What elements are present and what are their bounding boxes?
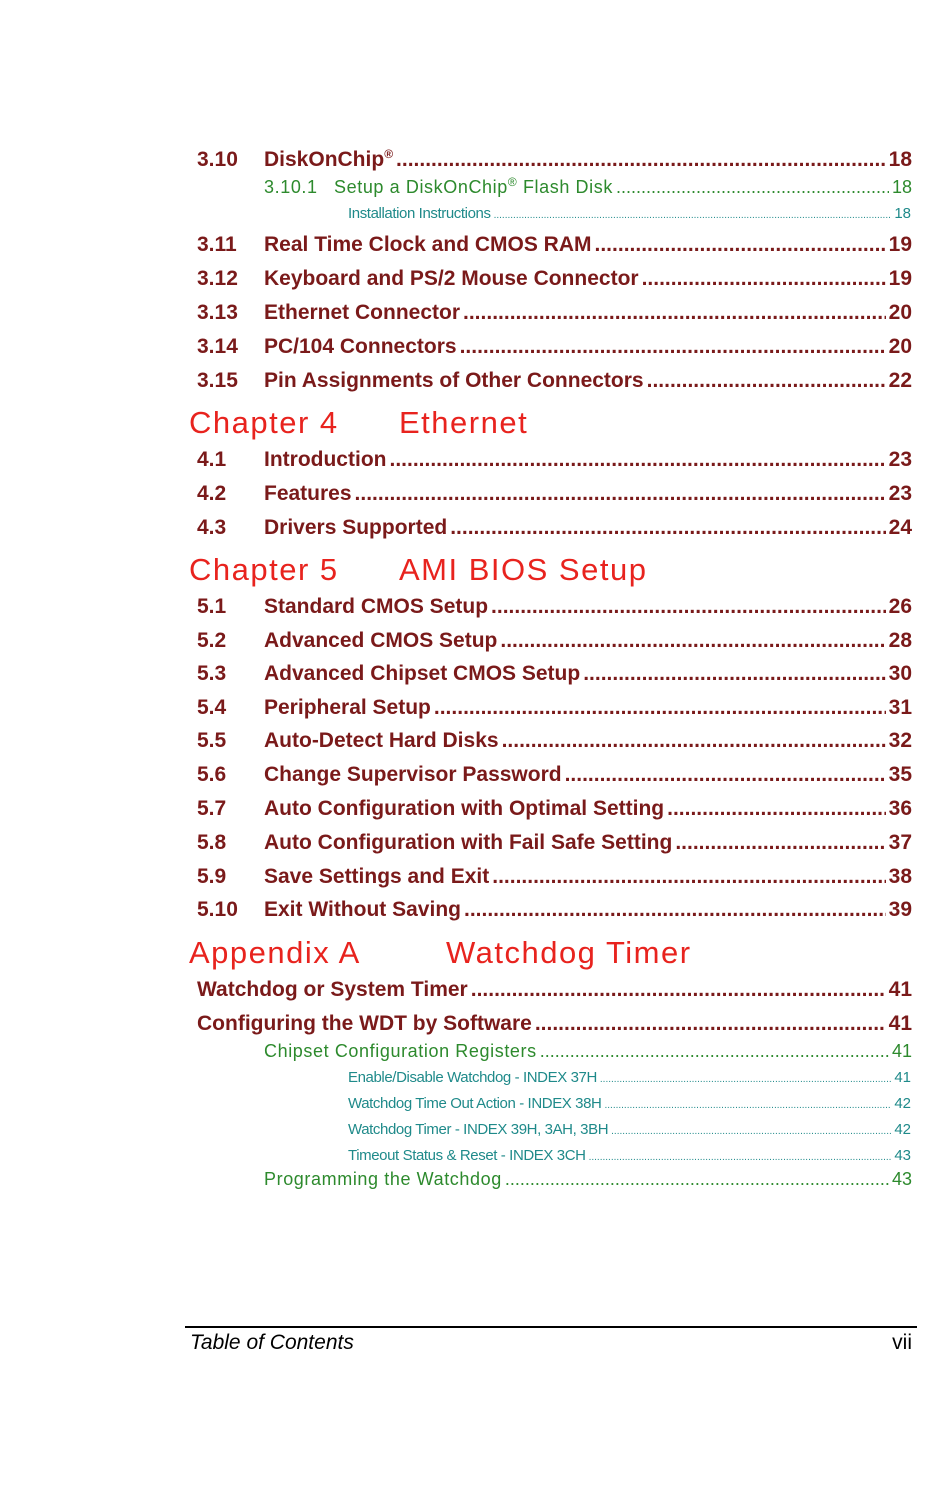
chapter-title: Ethernet: [399, 405, 529, 440]
entry-number: 3.10: [197, 148, 238, 171]
dot-leader: [675, 831, 885, 855]
footer-page-number: vii: [892, 1331, 912, 1354]
dot-leader: [492, 865, 885, 889]
entry-number: 5.8: [197, 831, 227, 854]
entry-title: Advanced Chipset CMOS Setup: [264, 662, 581, 685]
dot-leader: [589, 1152, 892, 1163]
toc-entry-index-38h[interactable]: [348, 1095, 911, 1112]
dot-leader: [450, 516, 885, 540]
entry-page: 43: [894, 1147, 911, 1164]
entry-title: DiskOnChip®: [264, 148, 394, 171]
toc-entry-3-10-1[interactable]: [264, 177, 912, 198]
dot-leader: [642, 267, 886, 291]
entry-title: Programming the Watchdog: [264, 1169, 502, 1189]
entry-page: 22: [888, 369, 912, 392]
entry-page: 26: [888, 595, 912, 618]
footer-section-title: Table of Contents: [190, 1331, 354, 1354]
entry-title: Ethernet Connector: [264, 301, 461, 324]
entry-title: PC/104 Connectors: [264, 335, 457, 358]
entry-title: Exit Without Saving: [264, 898, 461, 921]
toc-entry-watchdog-or-system-timer[interactable]: [197, 978, 912, 1002]
entry-page: 41: [888, 978, 912, 1001]
entry-page: 28: [888, 629, 912, 652]
entry-number: 5.3: [197, 662, 227, 685]
toc-entry-4-3[interactable]: [197, 516, 912, 540]
entry-title: Setup a DiskOnChip® Flash Disk: [334, 177, 613, 197]
toc-entry-index-37h[interactable]: [348, 1069, 911, 1086]
toc-entry-5-6[interactable]: [197, 763, 912, 787]
entry-page: 18: [888, 148, 912, 171]
entry-title: Real Time Clock and CMOS RAM: [264, 233, 592, 256]
entry-page: 23: [888, 448, 912, 471]
entry-number: 5.10: [197, 898, 238, 921]
entry-title: Introduction: [264, 448, 387, 471]
toc-entry-5-4[interactable]: [197, 696, 912, 720]
toc-entry-index-3ch[interactable]: [348, 1147, 911, 1164]
entry-number: 5.4: [197, 696, 227, 719]
chapter-label: Chapter 5: [189, 552, 339, 587]
appendix-label: Appendix A: [189, 935, 361, 970]
toc-entry-5-9[interactable]: [197, 865, 912, 889]
entry-page: 20: [888, 335, 912, 358]
toc-entry-3-11[interactable]: [197, 233, 912, 257]
dot-leader: [667, 797, 886, 821]
appendix-title: Watchdog Timer: [446, 935, 692, 970]
toc-entry-5-5[interactable]: [197, 729, 912, 753]
entry-number: 3.12: [197, 267, 238, 290]
toc-entry-5-2[interactable]: [197, 629, 912, 653]
toc-entry-3-13[interactable]: [197, 301, 912, 325]
dot-leader: [616, 177, 889, 198]
entry-number: 3.11: [197, 233, 237, 256]
toc-entry-programming-the-watchdog[interactable]: [264, 1169, 912, 1190]
toc-entry-4-1[interactable]: [197, 448, 912, 472]
entry-title: Chipset Configuration Registers: [264, 1041, 537, 1061]
entry-title: Auto-Detect Hard Disks: [264, 729, 499, 752]
entry-title: Features: [264, 482, 352, 505]
registered-mark: ®: [384, 148, 394, 161]
dot-leader: [500, 629, 885, 653]
entry-number: 5.5: [197, 729, 227, 752]
entry-page: 37: [888, 831, 912, 854]
dot-leader: [595, 233, 886, 257]
entry-page: 41: [894, 1069, 911, 1086]
entry-title: Installation Instructions: [348, 205, 491, 222]
entry-number: 3.13: [197, 301, 238, 324]
dot-leader: [494, 210, 892, 221]
entry-page: 36: [888, 797, 912, 820]
entry-page: 23: [888, 482, 912, 505]
dot-leader: [355, 482, 886, 506]
entry-number: 3.15: [197, 369, 238, 392]
entry-page: 18: [894, 205, 911, 222]
entry-page: 39: [888, 898, 912, 921]
chapter-title: AMI BIOS Setup: [399, 552, 648, 587]
dot-leader: [460, 335, 886, 359]
entry-number: 5.6: [197, 763, 227, 786]
entry-page: 19: [888, 267, 912, 290]
entry-page: 31: [888, 696, 912, 719]
entry-number: 3.14: [197, 335, 238, 358]
appendix-a-heading[interactable]: [189, 935, 692, 971]
dot-leader: [434, 696, 886, 720]
entry-number: 4.1: [197, 448, 227, 471]
toc-entry-5-1[interactable]: [197, 595, 912, 619]
dot-leader: [540, 1041, 889, 1062]
entry-page: 41: [888, 1012, 912, 1035]
toc-entry-installation-instructions[interactable]: [348, 205, 911, 222]
entry-number: 5.7: [197, 797, 227, 820]
entry-page: 35: [888, 763, 912, 786]
entry-title: Auto Configuration with Optimal Setting: [264, 797, 665, 820]
toc-entry-4-2[interactable]: [197, 482, 912, 506]
entry-page: 18: [891, 177, 912, 197]
entry-number: 5.2: [197, 629, 227, 652]
dot-leader: [604, 1100, 891, 1111]
dot-leader: [491, 595, 886, 619]
entry-number: 3.10.1: [264, 177, 318, 197]
toc-entry-5-7[interactable]: [197, 797, 912, 821]
dot-leader: [535, 1012, 886, 1036]
entry-number: 5.9: [197, 865, 227, 888]
entry-title: Save Settings and Exit: [264, 865, 490, 888]
entry-title: Enable/Disable Watchdog - INDEX 37H: [348, 1069, 597, 1086]
entry-page: 43: [891, 1169, 912, 1189]
dot-leader: [583, 662, 885, 686]
toc-entry-index-39h[interactable]: [348, 1121, 911, 1138]
entry-title: Pin Assignments of Other Connectors: [264, 369, 644, 392]
entry-page: 42: [894, 1121, 911, 1138]
dot-leader: [471, 978, 886, 1002]
entry-number: 4.2: [197, 482, 227, 505]
dot-leader: [647, 369, 886, 393]
chapter-4-heading[interactable]: [189, 405, 528, 441]
toc-entry-3-14[interactable]: [197, 335, 912, 359]
entry-page: 20: [888, 301, 912, 324]
entry-title: Peripheral Setup: [264, 696, 431, 719]
entry-title: Watchdog Timer - INDEX 39H, 3AH, 3BH: [348, 1121, 609, 1138]
dot-leader: [505, 1169, 889, 1190]
entry-number: 5.1: [197, 595, 227, 618]
entry-page: 41: [891, 1041, 912, 1061]
toc-entry-5-10[interactable]: [197, 898, 912, 922]
toc-entry-3-15[interactable]: [197, 369, 912, 393]
entry-page: 30: [888, 662, 912, 685]
dot-leader: [565, 763, 886, 787]
chapter-label: Chapter 4: [189, 405, 339, 440]
dot-leader: [502, 729, 886, 753]
entry-title: Keyboard and PS/2 Mouse Connector: [264, 267, 639, 290]
entry-title: Auto Configuration with Fail Safe Setting: [264, 831, 673, 854]
toc-entry-configuring-the-wdt[interactable]: [197, 1012, 912, 1036]
entry-number: 4.3: [197, 516, 227, 539]
entry-title: Change Supervisor Password: [264, 763, 562, 786]
dot-leader: [389, 448, 885, 472]
dot-leader: [611, 1126, 891, 1137]
dot-leader: [600, 1074, 891, 1085]
chapter-5-heading[interactable]: [189, 552, 647, 588]
entry-title: Drivers Supported: [264, 516, 448, 539]
entry-page: 19: [888, 233, 912, 256]
dot-leader: [396, 148, 886, 172]
dot-leader: [464, 898, 886, 922]
entry-page: 32: [888, 729, 912, 752]
entry-title: Advanced CMOS Setup: [264, 629, 498, 652]
toc-entry-chipset-configuration-registers[interactable]: [264, 1041, 912, 1062]
toc-entry-5-8[interactable]: [197, 831, 912, 855]
toc-entry-5-3[interactable]: [197, 662, 912, 686]
entry-page: 42: [894, 1095, 911, 1112]
footer-divider: [185, 1326, 917, 1328]
entry-title: Timeout Status & Reset - INDEX 3CH: [348, 1147, 586, 1164]
registered-mark: ®: [507, 177, 518, 189]
dot-leader: [463, 301, 886, 325]
entry-page: 38: [888, 865, 912, 888]
entry-title: Standard CMOS Setup: [264, 595, 489, 618]
entry-page: 24: [888, 516, 912, 539]
entry-title: Watchdog or System Timer: [197, 978, 468, 1001]
toc-entry-3-10[interactable]: [197, 148, 912, 172]
toc-entry-3-12[interactable]: [197, 267, 912, 291]
entry-title: Configuring the WDT by Software: [197, 1012, 532, 1035]
entry-title: Watchdog Time Out Action - INDEX 38H: [348, 1095, 602, 1112]
